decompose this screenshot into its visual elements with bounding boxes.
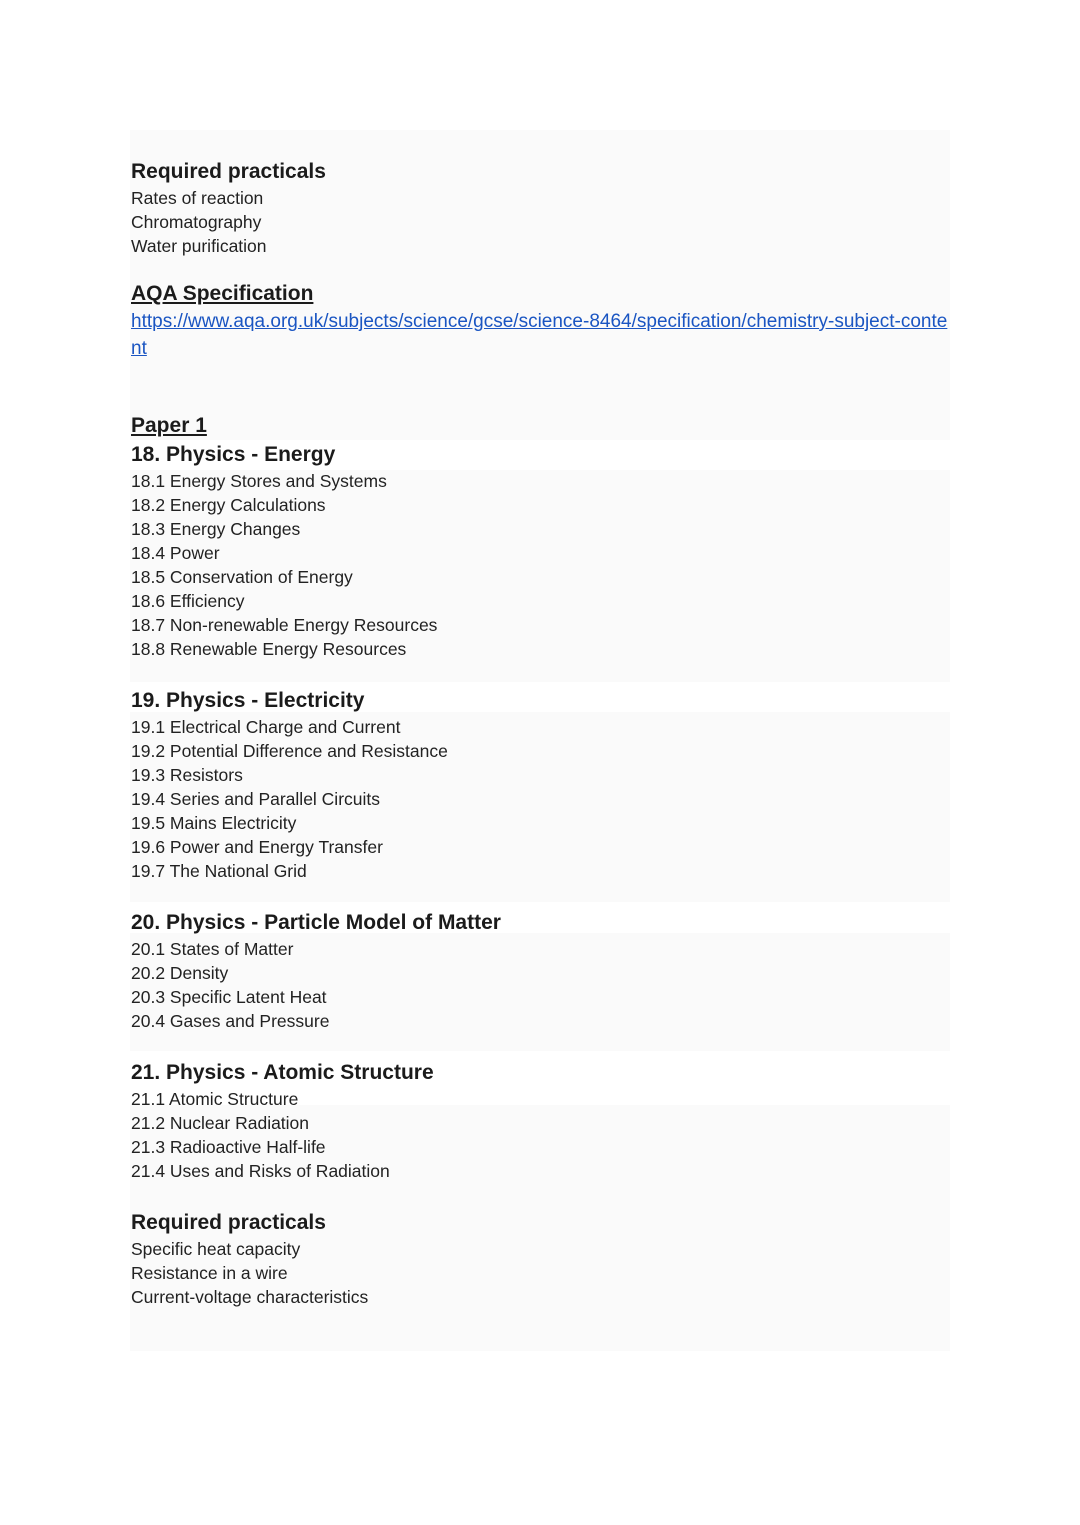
section-list-particle-model <box>131 937 949 1033</box>
list-item: 18.2 Energy Calculations <box>131 495 326 515</box>
list-item: 18.7 Non-renewable Energy Resources <box>131 615 438 635</box>
list-item: 21.4 Uses and Risks of Radiation <box>131 1161 390 1181</box>
list-item: 19.5 Mains Electricity <box>131 813 297 833</box>
specification-link[interactable]: https://www.aqa.org.uk/subjects/science/gcse/science-8464/specification/chemistry-subject-content <box>131 311 948 359</box>
list-item: 18.5 Conservation of Energy <box>131 567 353 587</box>
section-title-electricity: 19. Physics - Electricity <box>131 689 365 712</box>
list-item: 19.6 Power and Energy Transfer <box>131 837 383 857</box>
list-item: 20.2 Density <box>131 963 229 983</box>
list-item: 20.1 States of Matter <box>131 939 294 959</box>
list-item: 19.4 Series and Parallel Circuits <box>131 789 381 809</box>
list-item: 20.3 Specific Latent Heat <box>131 987 327 1007</box>
list-item: Chromatography <box>131 212 262 232</box>
list-item: 19.1 Electrical Charge and Current <box>131 717 401 737</box>
list-item: 20.4 Gases and Pressure <box>131 1011 330 1031</box>
section-list-atomic-structure <box>131 1087 949 1183</box>
section-title-atomic-structure: 21. Physics - Atomic Structure <box>131 1061 434 1084</box>
section-list-energy <box>131 469 949 661</box>
section-title-particle-model: 20. Physics - Particle Model of Matter <box>131 911 501 934</box>
list-item: 21.2 Nuclear Radiation <box>131 1113 310 1133</box>
specification-heading: AQA Specification <box>131 282 314 305</box>
list-item: 18.1 Energy Stores and Systems <box>131 471 387 491</box>
list-item: 19.2 Potential Difference and Resistance <box>131 741 448 761</box>
list-item: Rates of reaction <box>131 188 264 208</box>
list-item: 18.3 Energy Changes <box>131 519 301 539</box>
section-title-energy: 18. Physics - Energy <box>131 443 336 466</box>
document-body <box>131 157 949 1309</box>
list-item: Resistance in a wire <box>131 1263 288 1283</box>
list-item: Specific heat capacity <box>131 1239 301 1259</box>
list-item: 18.8 Renewable Energy Resources <box>131 639 407 659</box>
list-item: 18.6 Efficiency <box>131 591 245 611</box>
list-item: Current-voltage characteristics <box>131 1287 369 1307</box>
paper-heading: Paper 1 <box>131 414 207 437</box>
list-item: 21.1 Atomic Structure <box>131 1089 299 1109</box>
chemistry-practicals-list <box>131 186 949 258</box>
list-item: 19.3 Resistors <box>131 765 243 785</box>
list-item: 19.7 The National Grid <box>131 861 307 881</box>
chemistry-practicals-heading: Required practicals <box>131 160 326 183</box>
physics-practicals-list <box>131 1237 949 1309</box>
list-item: 21.3 Radioactive Half-life <box>131 1137 326 1157</box>
list-item: Water purification <box>131 236 267 256</box>
physics-practicals-heading: Required practicals <box>131 1211 326 1234</box>
list-item: 18.4 Power <box>131 543 220 563</box>
section-list-electricity <box>131 715 949 883</box>
